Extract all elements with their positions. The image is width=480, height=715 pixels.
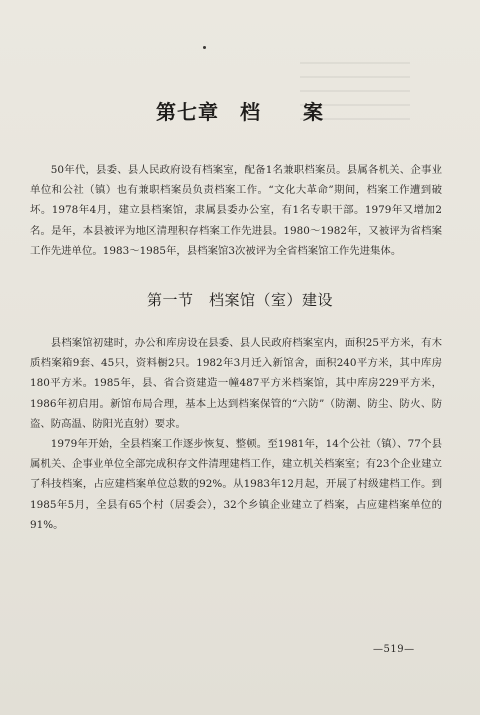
chapter-title: 第七章 档 案 [156, 100, 324, 124]
section-title: 第一节 档案馆（室）建设 [146, 291, 333, 309]
intro-paragraph: 50年代，县委、县人民政府设有档案室，配备1名兼职档案员。县属各机关、企事业单位和公社（镇）也有兼职档案员负责档案工作。“文化大革命”期间，档案工作遭到破坏。1978年4月，建立县档案馆，隶属县委办公室，有1名专职干部。1979年又增加2名。是年，本县被评为地区清理积存档案工作先进县。1980～1982年，又被评为省档案工作先进单位。1983～1985年，县档案馆3次被评为全省档案馆工作先进集体。 [30, 164, 442, 257]
intro-text-block [30, 160, 442, 261]
section-text-block [30, 333, 442, 535]
print-dot [203, 46, 206, 49]
section-paragraph-1: 县档案馆初建时，办公和库房设在县委、县人民政府档案室内，面积25平方米，有木质档案箱9套、45只，资料橱2只。1982年3月迁入新馆舍，面积240平方米，其中库房180平方米。1985年，县、省合资建造一幢487平方米档案馆，其中库房229平方米，1986年初启用。新馆布局合理，基本上达到档案保管的“六防”（防潮、防尘、防火、防盗、防高温、防阳光直射）要求。 [30, 337, 442, 430]
section-paragraph-2: 1979年开始，全县档案工作逐步恢复、整顿。至1981年，14个公社（镇）、77个县属机关、企事业单位全部完成积存文件清理建档工作，建立机关档案室；有23个企业建立了科技档案，占应建档案单位总数的92%。从1983年12月起，开展了村级建档工作。到1985年5月，全县有65个村（居委会），32个乡镇企业建立了档案，占应建档案单位的91%。 [30, 438, 442, 531]
page-number: —519— [373, 644, 415, 655]
